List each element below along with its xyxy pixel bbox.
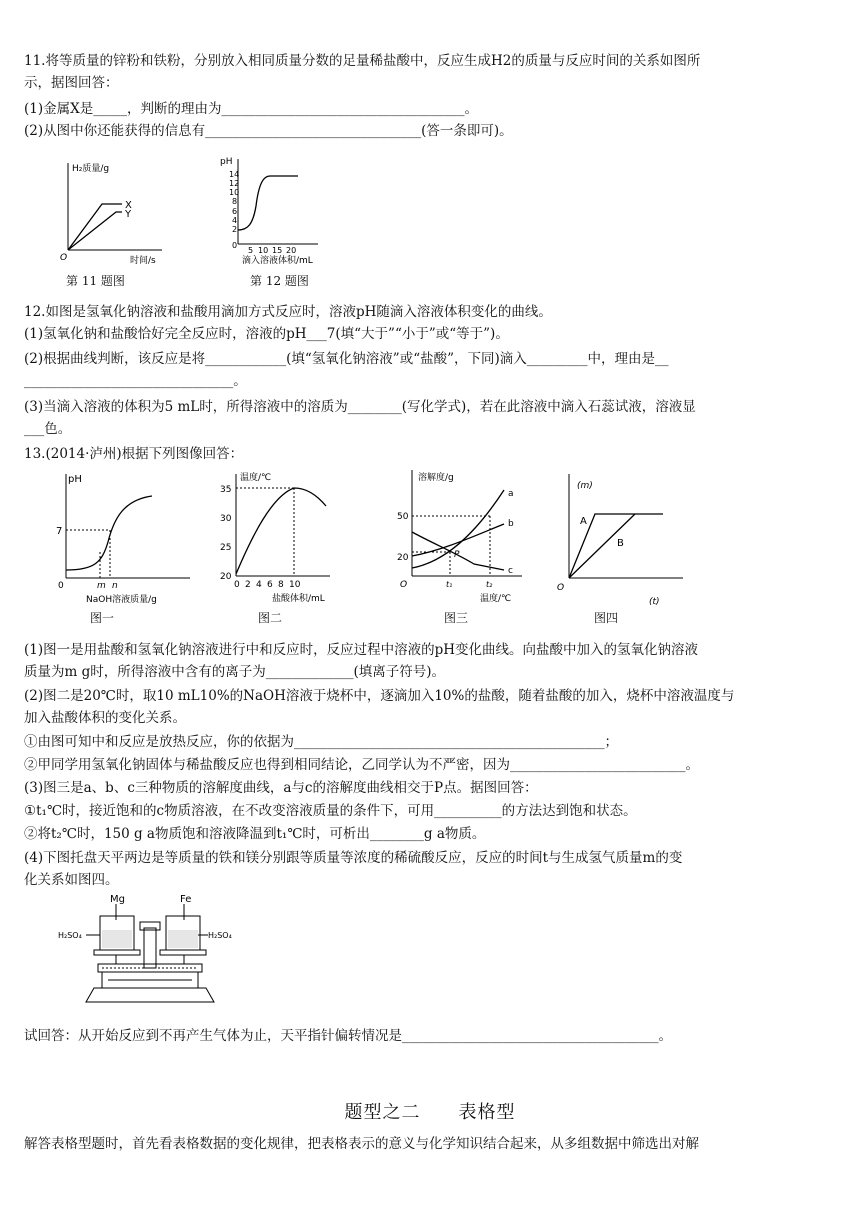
- fig1-xn: n: [112, 581, 118, 591]
- fig11-xlabel: 时间/s: [130, 256, 156, 266]
- q12-line4: _______________________________。: [24, 373, 247, 389]
- q11-line3: (1)金属X是_____，判断的理由为____________________________________。: [24, 101, 478, 117]
- svg-text:4: 4: [232, 216, 238, 225]
- q11-line2: 示，据图回答：: [24, 75, 119, 91]
- q12-line2: (1)氢氧化钠和盐酸恰好完全反应时，溶液的pH___7(填“大于”“小于”或“等于”)。: [24, 326, 509, 342]
- fig3-y20: 20: [397, 553, 409, 563]
- fig1-y7: 7: [56, 526, 63, 537]
- q13-p4a: (4)下图托盘天平两边是等质量的铁和镁分别跟等质量等浓度的稀硫酸反应，反应的时间t与生成氢气质量m的变: [24, 850, 683, 866]
- fig4-b: B: [617, 538, 624, 549]
- svg-text:2: 2: [245, 580, 251, 590]
- q13-answer-line: 试回答：从开始反应到不再产生气体为止，天平指针偏转情况是______________________________________。: [24, 1028, 672, 1044]
- fig4-origin: O: [557, 583, 565, 593]
- fig3-a: a: [508, 489, 514, 499]
- ph-curve: [66, 496, 152, 570]
- fig3-b: b: [508, 519, 514, 529]
- fig4-caption: 图四: [594, 611, 619, 625]
- fig1-xm: m: [97, 581, 106, 591]
- fig12-caption: 第 12 题图: [250, 274, 309, 288]
- svg-text:6: 6: [232, 207, 238, 216]
- fig1-origin: 0: [58, 581, 64, 591]
- h2so4-right-label: H₂SO₄: [208, 931, 232, 940]
- fig4-xlabel: (t): [649, 597, 660, 606]
- svg-text:20: 20: [286, 246, 297, 255]
- fig3-t2: t₂: [486, 580, 493, 589]
- fig2-ylabel: 温度/℃: [240, 473, 272, 483]
- svg-text:0: 0: [234, 580, 240, 590]
- q13-p3c: ②将t₂℃时，150 g a物质饱和溶液降温到t₁℃时，可析出________g a物质。: [24, 826, 486, 842]
- q13-p4b: 化关系如图四。: [24, 872, 119, 888]
- section-title: 题型之二 表格型: [344, 1102, 516, 1123]
- fig3-ylabel: 溶解度/g: [418, 473, 454, 483]
- svg-text:14: 14: [229, 170, 240, 179]
- q12-line5: (3)当滴入溶液的体积为5 mL时，所得溶液中的溶质为________(写化学式)，若在此溶液中滴入石蕊试液，溶液显: [24, 399, 696, 415]
- q13-p2b: 加入盐酸体积的变化关系。: [24, 710, 186, 726]
- svg-text:20: 20: [220, 572, 232, 582]
- fig3-xlabel: 温度/℃: [480, 594, 512, 604]
- svg-text:0: 0: [232, 241, 238, 250]
- svg-text:2: 2: [232, 225, 238, 234]
- svg-text:5: 5: [248, 246, 254, 255]
- fe-label: Fe: [180, 894, 192, 905]
- fig3-caption: 图三: [444, 611, 469, 625]
- fig3-y50: 50: [397, 512, 409, 522]
- svg-text:30: 30: [220, 514, 232, 524]
- fig11-origin: O: [60, 253, 68, 263]
- q13-line1: 13.(2014·泸州)根据下列图像回答：: [24, 446, 244, 462]
- q13-p2d: ②甲同学用氢氧化钠固体与稀盐酸反应也得到相同结论，乙同学认为不严密，因为__________________________。: [24, 757, 699, 773]
- temperature-curve: [236, 488, 326, 574]
- fig4-ylabel: (m): [577, 481, 593, 491]
- q11-line4: (2)从图中你还能获得的信息有________________________________(答一条即可)。: [24, 123, 513, 139]
- fig12-ylabel: pH: [220, 157, 233, 167]
- figure-11-chart: [50, 158, 170, 270]
- fig11-ylabel: H₂质量/g: [72, 164, 110, 174]
- h2so4-left-label: H₂SO₄: [58, 931, 82, 940]
- figure-1-chart: [40, 466, 200, 606]
- figure-4-chart: [553, 466, 693, 606]
- svg-text:25: 25: [220, 543, 232, 553]
- svg-text:15: 15: [272, 246, 283, 255]
- fig3-c: c: [508, 566, 513, 576]
- q11-line1: 11.将等质量的锌粉和铁粉，分别放入相同质量分数的足量稀盐酸中，反应生成H2的质量与反应时间的关系如图所: [24, 53, 701, 69]
- svg-text:10: 10: [258, 246, 269, 255]
- fig1-caption: 图一: [90, 611, 115, 625]
- q12-line6: ___色。: [24, 421, 72, 437]
- series-y-line: [68, 212, 122, 250]
- fig11-series-y: Y: [125, 209, 132, 220]
- q13-p3b: ①t₁℃时，接近饱和的c物质溶液，在不改变溶液质量的条件下，可用__________的方法达到饱和状态。: [24, 803, 637, 819]
- svg-text:12: 12: [229, 179, 240, 188]
- fig1-xlabel: NaOH溶液质量/g: [86, 595, 157, 605]
- fig12-xlabel: 滴入溶液体积/mL: [242, 256, 313, 266]
- q13-p1a: (1)图一是用盐酸和氢氧化钠溶液进行中和反应时，反应过程中溶液的pH变化曲线。向盐酸中加入的氢氧化钠溶液: [24, 642, 699, 658]
- q13-p2c: ①由图可知中和反应是放热反应，你的依据为______________________________________________；: [24, 734, 618, 750]
- figure-12-chart: [218, 154, 348, 266]
- fig3-t1: t₁: [446, 580, 453, 589]
- line-b: [569, 514, 635, 578]
- balance-illustration: [58, 890, 258, 1010]
- fig2-caption: 图二: [258, 611, 283, 625]
- fig11-caption: 第 11 题图: [66, 274, 125, 288]
- section-intro: 解答表格型题时，首先看表格数据的变化规律，把表格表示的意义与化学知识结合起来，从多组数据中筛选出对解: [24, 1136, 699, 1152]
- fig11-series-x: X: [125, 200, 132, 211]
- figure-3-chart: [394, 466, 534, 606]
- svg-text:8: 8: [278, 580, 284, 590]
- fig1-ylabel: pH: [68, 474, 82, 485]
- svg-text:4: 4: [256, 580, 262, 590]
- ph-curve: [238, 176, 298, 230]
- fig3-p: P: [454, 550, 460, 560]
- svg-text:8: 8: [232, 197, 238, 206]
- q13-p3a: (3)图三是a、b、c三种物质的溶解度曲线，a与c的溶解度曲线相交于P点。据图回答：: [24, 780, 538, 796]
- svg-text:10: 10: [229, 188, 240, 197]
- mg-label: Mg: [110, 894, 125, 905]
- q13-p1b: 质量为m g时，所得溶液中含有的离子为_____________(填离子符号)。: [24, 664, 446, 680]
- svg-text:6: 6: [267, 580, 273, 590]
- fig4-a: A: [580, 516, 587, 527]
- svg-text:35: 35: [220, 485, 232, 495]
- fig3-origin: O: [400, 580, 408, 590]
- q13-p2a: (2)图二是20℃时，取10 mL10%的NaOH溶液于烧杯中，逐滴加入10%的盐酸，随着盐酸的加入，烧杯中溶液温度与: [24, 688, 735, 704]
- fig2-xlabel: 盐酸体积/mL: [272, 594, 325, 604]
- svg-text:10: 10: [289, 580, 301, 590]
- q12-line3: (2)根据曲线判断，该反应是将____________(填“氢氧化钠溶液”或“盐酸”，下同)滴入_________中，理由是__: [24, 351, 669, 367]
- figure-2-chart: [212, 466, 362, 606]
- q12-line1: 12.如图是氢氧化钠溶液和盐酸用滴加方式反应时，溶液pH随滴入溶液体积变化的曲线。: [24, 304, 552, 320]
